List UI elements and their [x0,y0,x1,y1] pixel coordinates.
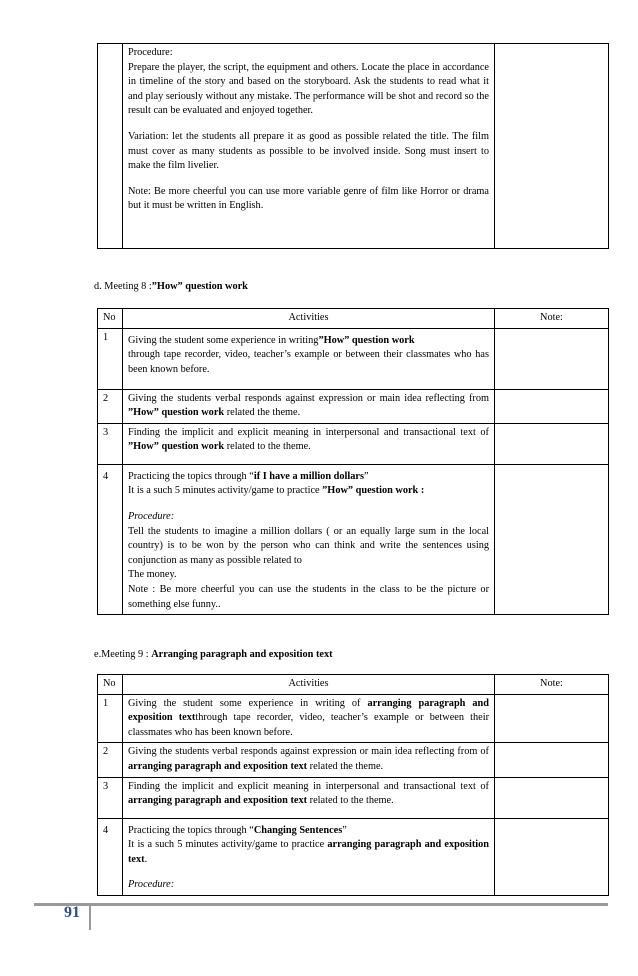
meeting-8-heading [94,280,248,295]
variation-text: Variation: let the students all prepare it as good as possible related the title. The film must cover as many students as possible to be involved inside. Song must insert to make the film livelier. [128,130,489,172]
row-number: 4 [98,818,123,895]
col-activities-header: Activities [123,309,495,329]
activity-text: It is a such 5 minutes activity/game to practice [128,839,328,851]
procedure-table [97,43,609,249]
note-cell [495,777,609,818]
activity-text: Giving the students verbal responds against expression or main idea reflecting from of [128,746,489,758]
activity-emphasis: if I have a million dollars [253,470,364,482]
row-number: 1 [98,694,123,743]
note-cell [495,694,609,743]
row-number: 1 [98,328,123,389]
note-cell [495,743,609,777]
activity-cell [123,389,495,423]
table-row [98,44,609,249]
col-no-header: No [98,675,123,695]
meeting-9-table [97,674,609,896]
table-row [98,328,609,389]
meeting-8-table [97,308,609,615]
procedure-body: Prepare the player, the script, the equipment and others. Locate the place in accordance in timeline of the story and based on the storyboard. Ask the students to read what it and play seriously without any mistake. The performance will be shot and record so the result can be evaluated and enjoyed together. [128,61,489,117]
procedure-body: The money. [128,569,177,581]
activity-text: related the theme. [307,760,384,772]
activity-emphasis: arranging paragraph and exposition text [128,839,490,865]
activity-text: through tape recorder, video, teacher’s example or between their classmates who has been known before. [128,349,489,375]
activity-cell [123,818,495,895]
activity-text: Giving the student some experience in writing of [128,697,368,709]
activity-emphasis: ”How” question work : [322,485,425,497]
meeting-8-prefix: d. Meeting 8 : [94,281,152,292]
table-cell-empty [495,44,609,249]
col-note-header: Note: [495,309,609,329]
activity-text: Finding the implicit and explicit meaning in interpersonal and transactional text of [128,426,489,438]
col-note-header: Note: [495,675,609,695]
activity-text: through tape recorder, video, teacher’s example or between their classmates who has been known before. [128,712,489,738]
row-number: 3 [98,777,123,818]
note-text: Note : Be more cheerful you can use the students in the class to be the picture or something else funny.. [128,583,489,610]
activity-text: Practicing the topics through “ [128,824,254,836]
footer-rule [34,903,608,906]
activity-emphasis: arranging paragraph and exposition text [128,697,489,724]
note-cell [495,818,609,895]
activity-text: ” [342,824,347,836]
activity-text: related the theme. [224,407,301,419]
activity-emphasis: arranging paragraph and exposition text [128,795,308,807]
meeting-9-title: Arranging paragraph and exposition text [151,649,333,660]
note-cell [495,389,609,423]
activity-cell [123,777,495,818]
table-row [98,818,609,895]
table-header-row [98,309,609,329]
activity-text: Finding the implicit and explicit meaning in interpersonal and transactional text of [128,780,489,792]
table-row [98,743,609,777]
activity-text: Practicing the topics through “ [128,470,254,482]
activity-text: Giving the student some experience in writing [128,334,319,346]
activity-text: related to the theme. [307,795,394,807]
note-cell [495,464,609,614]
note-text: Note: Be more cheerful you can use more variable genre of film like Horror or drama but it must be written in English. [128,185,489,212]
activity-text: related to the theme. [224,441,311,453]
table-row [98,423,609,464]
activity-emphasis: ”How” question work [128,441,225,453]
page-number: 91 [64,904,80,921]
meeting-8-title: ”How” question work [151,281,248,292]
table-row [98,694,609,743]
activity-text: Giving the students verbal responds against expression or main idea reflecting from [128,392,489,404]
activity-emphasis: ”How” question work [128,407,225,419]
table-header-row [98,675,609,695]
activity-text: ” [363,470,369,482]
table-row [98,464,609,614]
table-row [98,777,609,818]
activity-text: . [144,853,148,865]
activity-emphasis: ”How” question work [318,334,415,346]
activity-cell [123,464,495,614]
activity-emphasis: Changing Sentences [253,824,343,836]
row-number: 4 [98,464,123,614]
activity-cell [123,328,495,389]
note-cell [495,328,609,389]
meeting-9-prefix: e.Meeting 9 : [94,649,152,660]
activity-text: It is a such 5 minutes activity/game to practice [128,485,323,497]
meeting-9-heading [94,648,333,663]
row-number: 2 [98,389,123,423]
row-number: 3 [98,423,123,464]
table-cell-empty [98,44,123,249]
table-cell [123,44,495,249]
col-no-header: No [98,309,123,329]
activity-cell [123,743,495,777]
table-row [98,389,609,423]
note-cell [495,423,609,464]
footer-divider [89,904,91,930]
activity-cell [123,694,495,743]
procedure-heading: Procedure: [128,510,175,522]
procedure-heading: Procedure: [128,47,173,58]
activity-cell [123,423,495,464]
procedure-heading: Procedure: [128,879,175,891]
col-activities-header: Activities [123,675,495,695]
activity-emphasis: arranging paragraph and exposition text [128,760,308,772]
procedure-body: Tell the students to imagine a million dollars ( or an equally large sum in the local country) is to be won by the person who can think and write the sentences using conjunction as many as possible related to [128,525,489,566]
row-number: 2 [98,743,123,777]
